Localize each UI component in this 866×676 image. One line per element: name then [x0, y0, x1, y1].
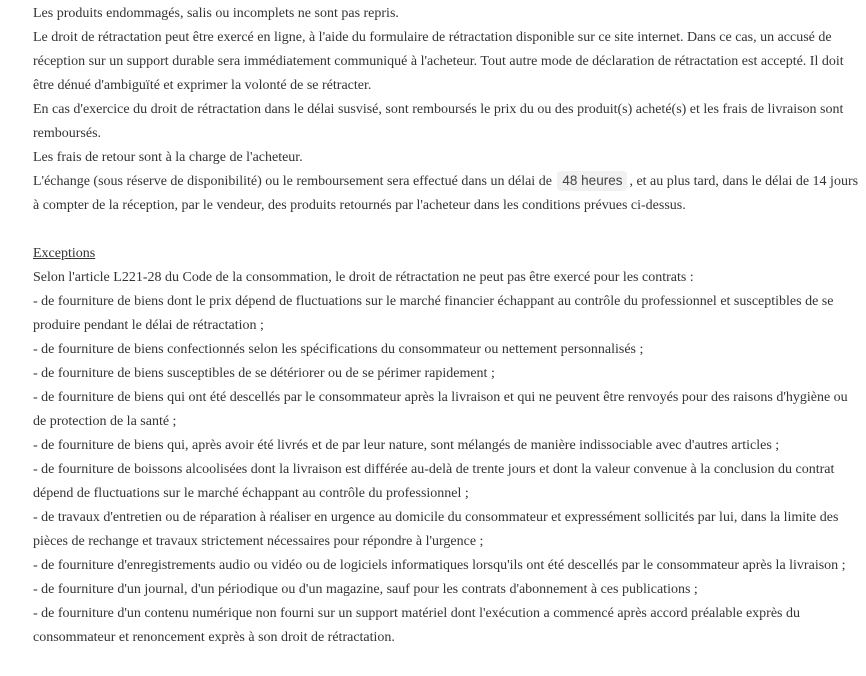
exception-line: - de fourniture de biens qui ont été descellés par le consommateur après la livraison et qui ne peuvent être renvoyés pour des raisons d'hygiène ou: [33, 390, 848, 405]
paragraph-line: à compter de la réception, par le vendeur, des produits retournés par l'acheteur dans les conditions prévues ci-dessus.: [33, 198, 686, 213]
exception-line: - de fourniture de boissons alcoolisées dont la livraison est différée au-delà de trente jours et dont la valeur convenue à la conclusion du contrat: [33, 462, 835, 477]
exception-line: - de travaux d'entretien ou de réparation à réaliser en urgence au domicile du consommateur et expressément sollicités par lui, dans la limite des: [33, 510, 839, 525]
exception-line: dépend de fluctuations sur le marché échappant au contrôle du professionnel ;: [33, 486, 469, 501]
exceptions-heading: Exceptions: [33, 246, 96, 261]
paragraph-line: remboursés.: [33, 126, 102, 141]
exception-line: consommateur et renoncement exprès à son droit de rétractation.: [33, 630, 395, 645]
paragraph-line: En cas d'exercice du droit de rétractation dans le délai susvisé, sont remboursés le prix du ou des produit(s) acheté(s) et les frais de livraison sont: [33, 102, 844, 117]
exchange-text-before: L'échange (sous réserve de disponibilité) ou le remboursement sera effectué dans un délai de: [33, 174, 552, 189]
paragraph-line: réception sur un support durable sera immédiatement communiqué à l'acheteur. Tout autre mode de déclaration de rétractation est accepté. Il doit: [33, 54, 844, 69]
spacer: [33, 218, 855, 242]
exception-line: produire pendant le délai de rétractation ;: [33, 318, 264, 333]
paragraph-line: Le droit de rétractation peut être exercé en ligne, à l'aide du formulaire de rétractation disponible sur ce site internet. Dans ce cas, un accusé de: [33, 30, 832, 45]
terms-content: [33, 2, 859, 650]
exception-line: - de fourniture d'enregistrements audio ou vidéo ou de logiciels informatiques lorsqu'ils ont été descellés par le consommateur après la livraison ;: [33, 558, 846, 573]
exchange-text-after: , et au plus tard, dans le délai de 14 jours: [629, 174, 859, 189]
exception-line: - de fourniture de biens qui, après avoir été livrés et de par leur nature, sont mélangés de manière indissociable avec d'autres articles ;: [33, 438, 780, 453]
exception-line: - de fourniture de biens dont le prix dépend de fluctuations sur le marché financier échappant au contrôle du professionnel et susceptibles de se: [33, 294, 834, 309]
exception-line: - de fourniture d'un contenu numérique non fourni sur un support matériel dont l'exécution a commencé après accord préalable exprès du: [33, 606, 800, 621]
exception-line: - de fourniture de biens susceptibles de se détériorer ou de se périmer rapidement ;: [33, 366, 495, 381]
exception-line: - de fourniture de biens confectionnés selon les spécifications du consommateur ou nettement personnalisés ;: [33, 342, 644, 357]
paragraph-line: Les produits endommagés, salis ou incomplets ne sont pas repris.: [33, 6, 399, 21]
exceptions-intro: Selon l'article L221-28 du Code de la consommation, le droit de rétractation ne peut pas être exercé pour les contrats :: [33, 270, 694, 285]
paragraph-line: Les frais de retour sont à la charge de l'acheteur.: [33, 150, 303, 165]
exchange-line: [33, 170, 859, 194]
paragraph-line: être dénué d'ambiguïté et exprimer la volonté de se rétracter.: [33, 78, 372, 93]
exception-line: pièces de rechange et travaux strictement nécessaires pour répondre à l'urgence ;: [33, 534, 484, 549]
delay-badge: 48 heures: [557, 171, 627, 191]
exception-line: - de fourniture d'un journal, d'un périodique ou d'un magazine, sauf pour les contrats d'abonnement à ces publications ;: [33, 582, 698, 597]
exception-line: de protection de la santé ;: [33, 414, 177, 429]
